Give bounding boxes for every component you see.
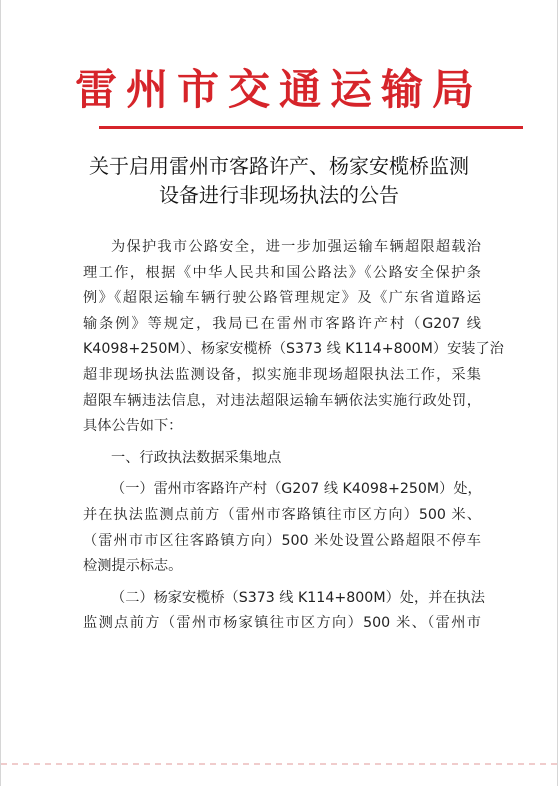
item-1-line: （一）雷州市客路许产村（G207 线 K4098+250M）处， — [111, 481, 482, 498]
paragraph-1-line: 输条例》等规定，我局已在雷州市客路许产村（G207 线 — [83, 315, 481, 332]
paragraph-1-line: 例》《超限运输车辆行驶公路管理规定》及《广东省道路运 — [83, 290, 481, 307]
item-1-line: （雷州市市区往客路镇方向）500 米处设置公路超限不停车 — [83, 532, 481, 549]
notice-body — [83, 235, 504, 637]
item-1-line: 并在执法监测点前方（雷州市客路镇往市区方向）500 米、 — [83, 506, 481, 523]
item-2-line: （二）杨家安榄桥（S373 线 K114+800M）处，并在执法 — [111, 589, 485, 606]
paragraph-1-line: K4098+250M）、杨家安榄桥（S373 线 K114+800M）安装了治 — [83, 341, 504, 358]
notice-title-line-2: 设备进行非现场执法的公告 — [159, 183, 399, 207]
scan-artifact-line — [1, 763, 557, 765]
paragraph-1-line: 超非现场执法监测设备，拟实施非现场超限执法工作，采集 — [83, 366, 481, 383]
item-1-line: 检测提示标志。 — [83, 558, 183, 575]
masthead-title: 雷州市交通运输局 — [74, 65, 483, 114]
paragraph-1-line: 具体公告如下： — [83, 418, 183, 435]
masthead-red-rule — [99, 126, 523, 129]
notice-title-line-1: 关于启用雷州市客路许产、杨家安榄桥监测 — [89, 154, 469, 178]
paragraph-1-line: 理工作，根据《中华人民共和国公路法》《公路安全保护条 — [83, 264, 481, 281]
notice-title — [31, 152, 527, 210]
item-2-line: 监测点前方（雷州市杨家镇往市区方向）500 米、（雷州市 — [83, 615, 481, 632]
paragraph-1-line: 超限车辆违法信息，对违法超限运输车辆依法实施行政处罚， — [83, 392, 481, 409]
section-1-heading: 一、行政执法数据采集地点 — [111, 449, 282, 466]
paragraph-1-line: 为保护我市公路安全，进一步加强运输车辆超限超载治 — [111, 239, 481, 255]
